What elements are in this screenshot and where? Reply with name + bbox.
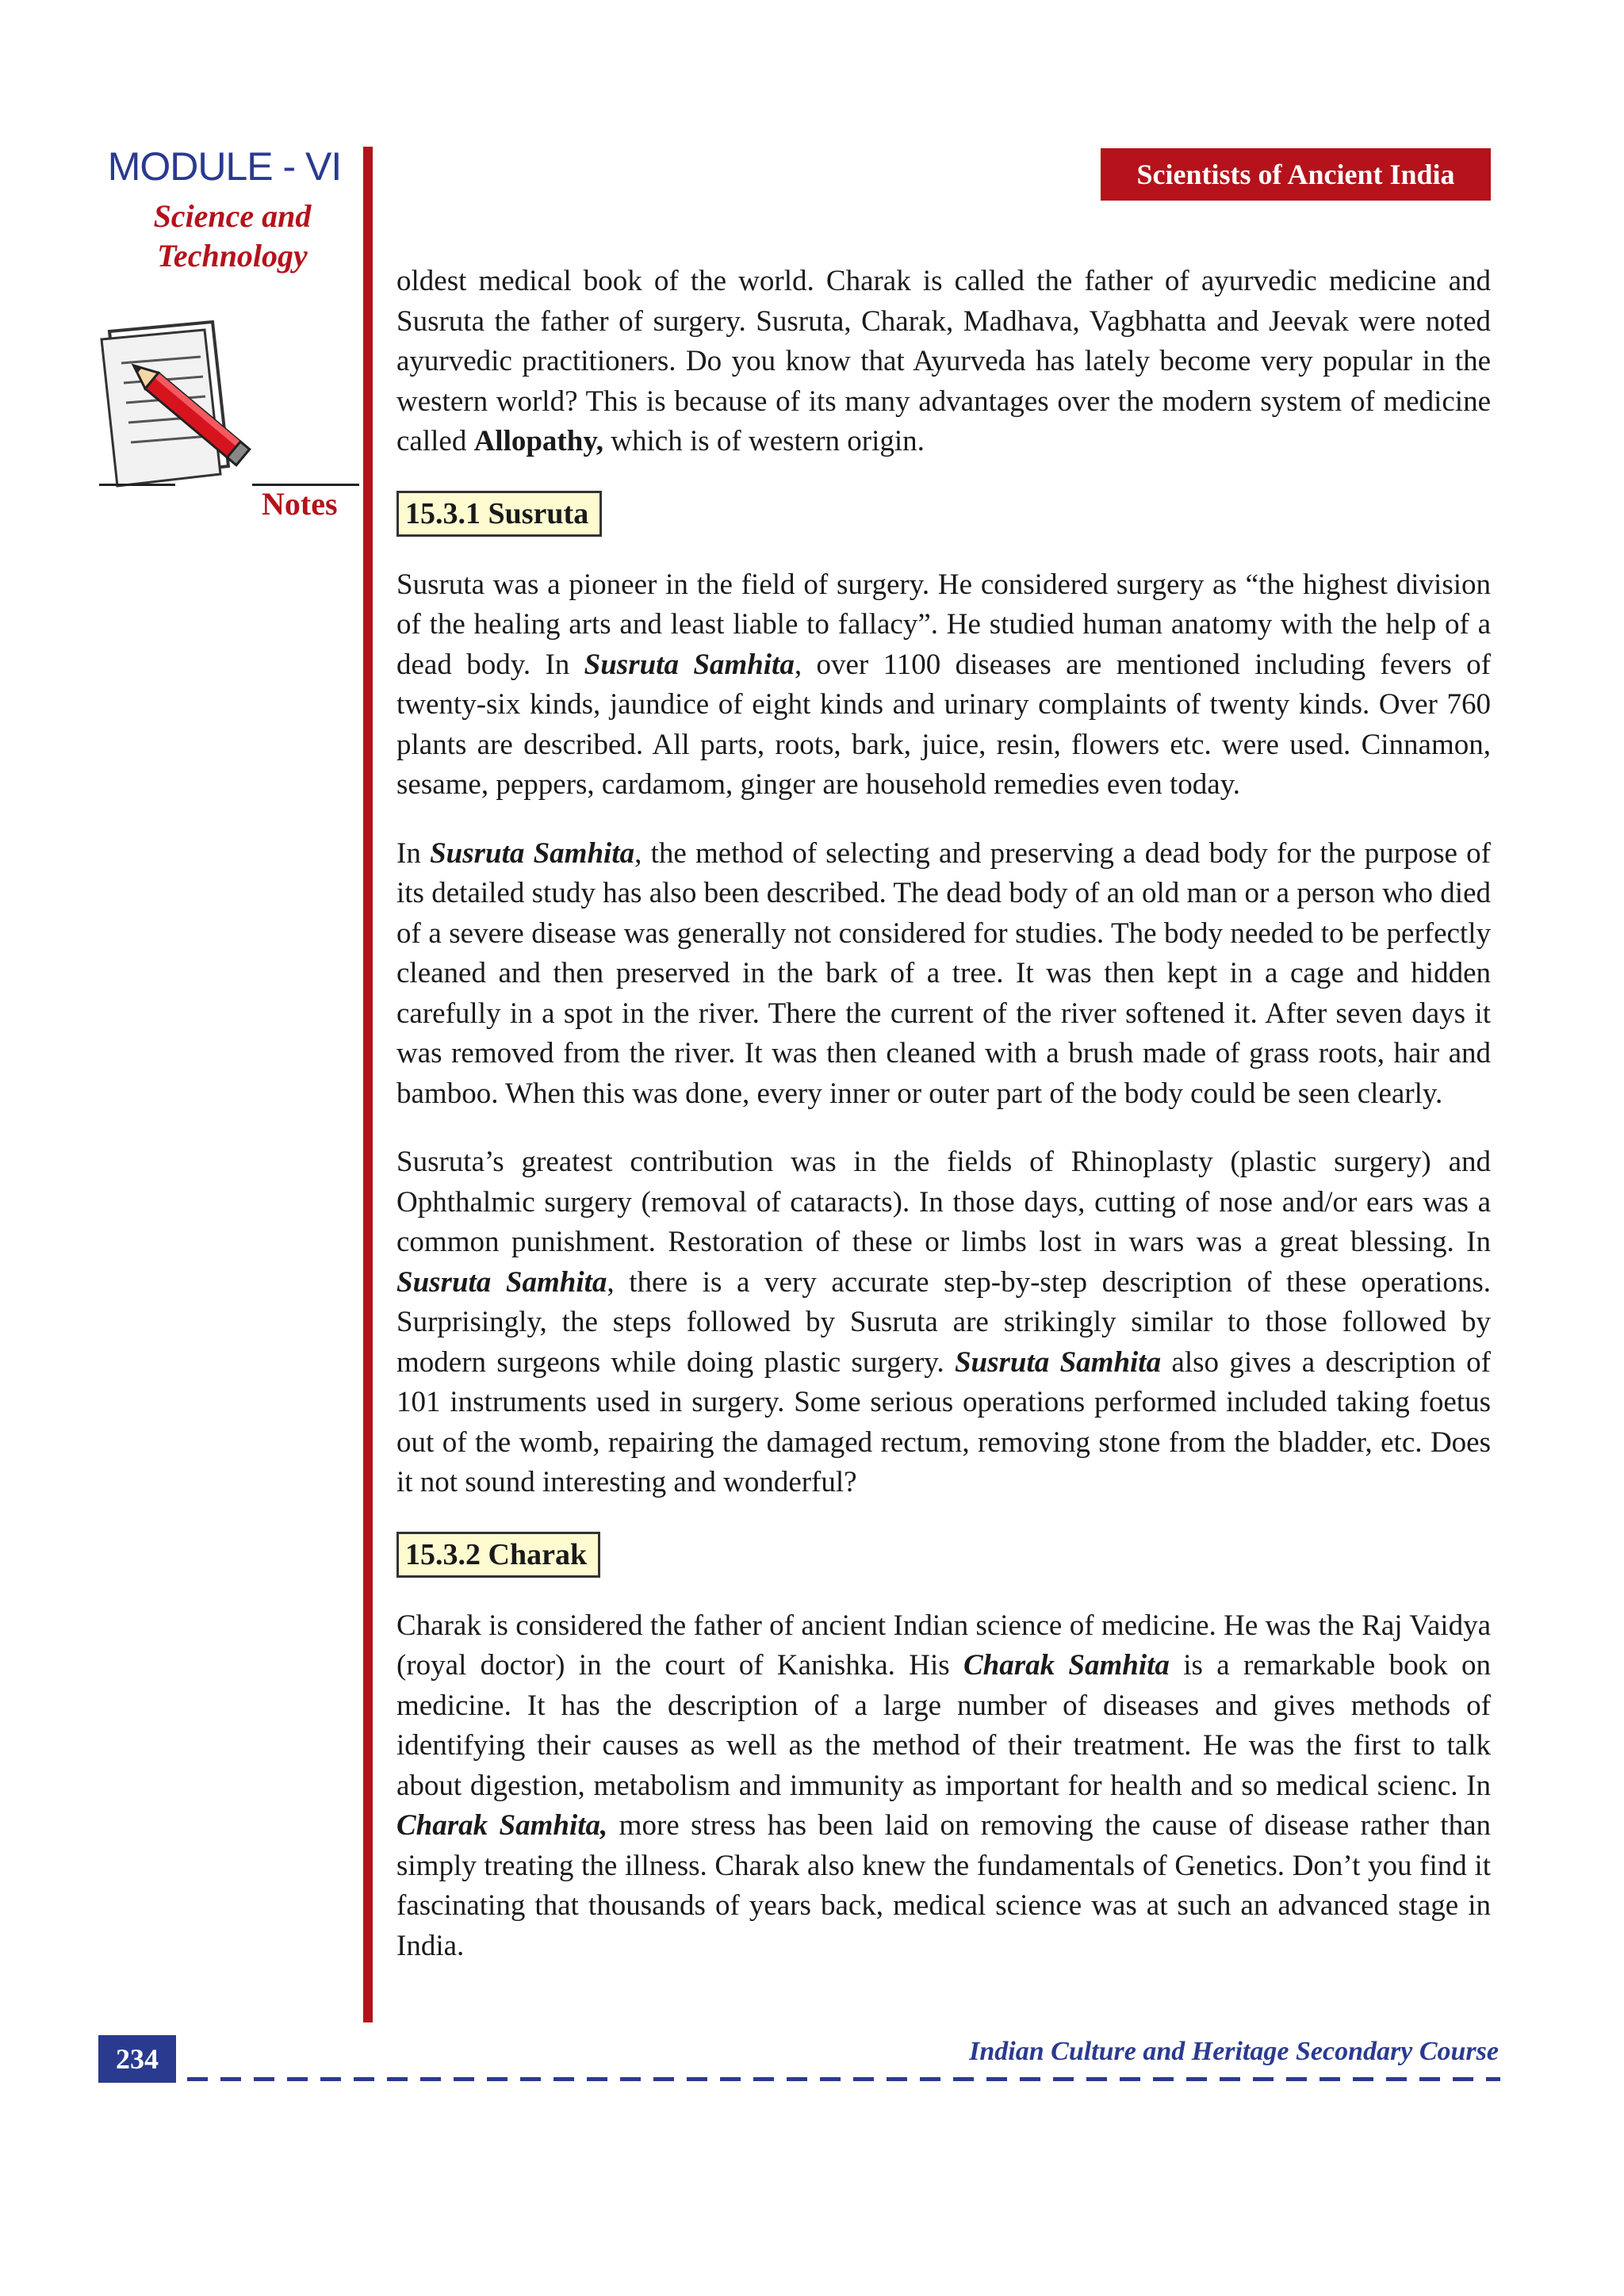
susruta-paragraph-3: Susruta’s greatest contribution was in the fields of Rhinoplasty (plastic surgery) and Ophthalmic surgery (removal of cataracts). In those days, cutting of nose and/or ears was a common punishment. Restoration of these or limbs lost in wars was a great blessing. In Susruta Samhita, there is a very accurate step-by-step description of these operations. Surprisingly, the steps followed by Susruta are strikingly similar to those followed by modern surgeons while doing plastic surgery. Susruta Samhita also gives a description of 101 instruments used in surgery. Some serious operations performed included taking foetus out of the womb, repairing the damaged rectum, removing stone from the bladder, etc. Does it not sound interesting and wonderful?	[396, 1146, 1491, 1498]
page-number: 234	[98, 2035, 176, 2083]
chapter-title-badge: Scientists of Ancient India	[1101, 148, 1491, 201]
main-content	[396, 262, 1491, 1995]
course-title: Indian Culture and Heritage Secondary Course	[963, 2037, 1500, 2067]
notes-label: Notes	[262, 486, 338, 522]
section-heading-susruta: 15.3.1 Susruta	[396, 491, 602, 537]
subject-line-1: Science and	[153, 198, 312, 234]
notepad-with-pencil-icon	[94, 316, 276, 490]
margin-rule	[363, 147, 373, 2022]
page-footer	[98, 2035, 1500, 2083]
charak-paragraph-1: Charak is considered the father of ancient Indian science of medicine. He was the Raj Vaidya (royal doctor) in the court of Kanishka. His Charak Samhita is a remarkable book on medicine. It has the description of a large number of diseases and gives methods of identifying their causes as well as the method of their treatment. He was the first to talk about digestion, metabolism and immunity as important for health and so medical scienc. In Charak Samhita, more stress has been laid on removing the cause of disease rather than simply treating the illness. Charak also knew the fundamentals of Genetics. Don’t you find it fascinating that thousands of years back, medical science was at such an advanced stage in India.	[396, 1609, 1492, 1962]
susruta-paragraph-1: Susruta was a pioneer in the field of surgery. He considered surgery as “the highest division of the healing arts and least liable to fallacy”. He studied human anatomy with the help of a dead body. In Susruta Samhita, over 1100 diseases are mentioned including fevers of twenty-six kinds, jaundice of eight kinds and urinary complaints of twenty kinds. Over 760 plants are described. All parts, roots, bark, juice, resin, flowers etc. were used. Cinnamon, sesame, peppers, cardamom, ginger are household remedies even today.	[396, 568, 1492, 801]
intro-paragraph: oldest medical book of the world. Charak is called the father of ayurvedic medicine and Susruta the father of surgery. Susruta, Charak, Madhava, Vagbhatta and Jeevak were noted ayurvedic practitioners. Do you know that Ayurveda has lately become very popular in the western world? This is because of its many advantages over the modern system of medicine called Allopathy, which is of western origin.	[396, 265, 1491, 457]
notes-divider-left	[99, 484, 175, 486]
module-subject	[102, 197, 363, 276]
subject-line-2: Technology	[157, 238, 308, 274]
section-heading-charak: 15.3.2 Charak	[396, 1532, 600, 1578]
footer-dashed-rule	[187, 2077, 1500, 2081]
module-title: MODULE - VI	[107, 144, 342, 189]
susruta-paragraph-2: In Susruta Samhita, the method of selecting and preserving a dead body for the purpose of its detailed study has also been described. The dead body of an old man or a person who died of a severe disease was generally not considered for studies. The body needed to be perfectly cleaned and then preserved in the bark of a tree. It was then kept in a cage and hidden carefully in a spot in the river. There the current of the river softened it. After seven days it was removed from the river. It was then cleaned with a brush made of grass roots, hair and bamboo. When this was done, every inner or outer part of the body could be seen clearly.	[396, 836, 1491, 1110]
